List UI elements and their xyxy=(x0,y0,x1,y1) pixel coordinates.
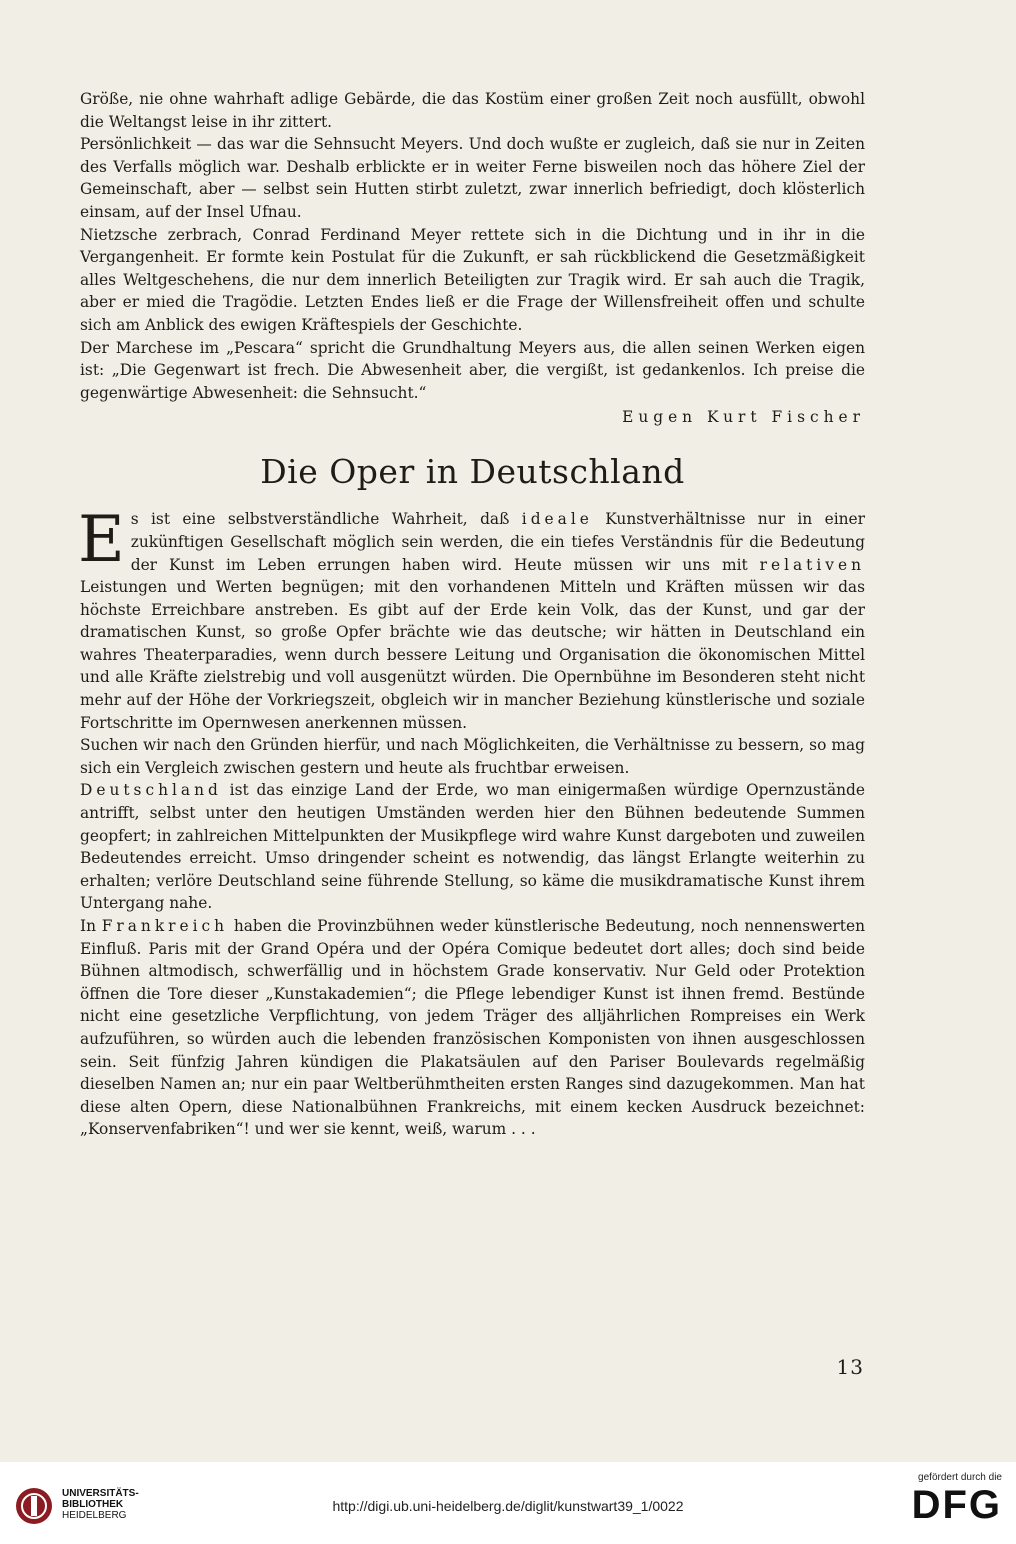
author-signature: Eugen Kurt Fischer xyxy=(622,408,865,427)
permalink-url[interactable]: http://digi.ub.uni-heidelberg.de/diglit/kunstwart39_1/0022 xyxy=(332,1498,684,1514)
page-number: 13 xyxy=(836,1355,864,1379)
paragraph: Größe, nie ohne wahrhaft adlige Gebärde, die das Kostüm einer großen Zeit noch ausfüllt, obwohl die Weltangst leise in ihr zittert. xyxy=(80,90,865,131)
dfg-logo-icon: DFG xyxy=(911,1483,1002,1527)
emphasis: Deutschland xyxy=(80,781,222,800)
emphasis: ideale xyxy=(521,510,593,529)
section-heading: Die Oper in Deutschland xyxy=(260,452,685,492)
article-text xyxy=(80,88,865,1141)
emphasis: Frankreich xyxy=(101,917,229,935)
paragraph: Persönlichkeit — das war die Sehnsucht Meyers. Und doch wußte er zugleich, daß sie nur in Zeiten des Verfalls möglich war. Deshalb erblickte er in weiter Ferne bisweilen noch das höhere Ziel der Gemeinschaft, aber — selbst sein Hutten stirbt zuletzt, zwar innerlich befriedigt, doch klösterlich einsam, auf der Insel Ufnau. xyxy=(80,135,865,221)
funder-caption: gefördert durch die xyxy=(918,1472,1002,1483)
funder-logo[interactable] xyxy=(902,1472,1002,1527)
paragraph: Suchen wir nach den Gründen hierfür, und nach Möglichkeiten, die Verhältnisse zu bessern, so mag sich ein Vergleich zwischen gestern und heute als fruchtbar erweisen. xyxy=(80,736,865,777)
paragraph: Nietzsche zerbrach, Conrad Ferdinand Meyer rettete sich in die Dichtung und in ihr in die Vergangenheit. Er formte kein Postulat für die Zukunft, er sah rückblickend die Gesetzmäßigkeit alles Weltgeschehens, die nur dem innerlich Beteiligten zur Tragik wird. Er sah auch die Tragik, aber er mied die Tragödie. Letzten Endes ließ er die Frage der Willensfreiheit offen und schulte sich am Anblick des ewigen Kräftespiels der Geschichte. xyxy=(80,225,865,334)
footer-bar xyxy=(0,1462,1016,1544)
library-name: UNIVERSITÄTS- BIBLIOTHEK HEIDELBERG xyxy=(62,1488,139,1521)
paragraph: Der Marchese im „Pescara“ spricht die Grundhaltung Meyers aus, die allen seinen Werken eigen ist: „Die Gegenwart ist frech. Die Abwesenheit aber, die vergißt, ist gedankenlos. Ich preise die gegenwärtige Abwesenheit: die Sehnsucht.“ xyxy=(80,338,865,402)
drop-cap: E xyxy=(78,503,125,578)
paragraph: In Frankreich haben die Provinzbühnen weder künstlerische Bedeutung, noch nennenswerten Einfluß. Paris mit der Grand Opéra und der Opéra Comique bedeutet dort alles; doch sind beide Bühnen altmodisch, schwerfällig und in höchstem Grade konservativ. Nur Geld oder Protektion öffnen die Tore dieser „Kunstakademien“; die Pflege lebendiger Kunst ist ihnen fremd. Bestünde nicht eine gesetzliche Verpflichtung, von jedem Träger des alljährlichen Rompreises ein Werk aufzuführen, so würden auch die lebenden französischen Komponisten von ihnen ausgeschlossen sein. Seit fünfzig Jahren kündigen die Plakatsäulen auf den Pariser Boulevards regelmäßig dieselben Namen an; nur ein paar Weltberühmtheiten ersten Ranges sind dazugekommen. Man hat diese alten Opern, diese Nationalbühnen Frankreichs, mit einem kecken Ausdruck bezeichnet: „Konservenfabriken“! und wer sie kennt, weiß, warum . . . xyxy=(80,917,865,1139)
paragraph: Deutschland ist das einzige Land der Erde, wo man einigermaßen würdige Opernzustände antrifft, selbst unter den heutigen Umständen werden hier den Bühnen bedeutende Summen geopfert; in zahlreichen Mittelpunkten der Musikpflege wird wahre Kunst dargeboten und zuweilen Bedeutendes erreicht. Umso dringender scheint es notwendig, das längst Erlangte weiterhin zu erhalten; verlöre Deutschland seine führende Stellung, so käme die musikdramatische Kunst ihrem Untergang nahe. xyxy=(80,781,865,913)
paragraph: Es ist eine selbstverständliche Wahrheit, daß ideale Kunstverhältnisse nur in einer zukünftigen Gesellschaft möglich sein werden, die ein tiefes Verständnis für die Bedeutung der Kunst im Leben errungen haben wird. Heute müssen wir uns mit relativen Leistungen und Werten begnügen; mit den vorhandenen Mitteln und Kräften müssen wir das höchste Erreichbare anstreben. Es gibt auf der Erde kein Volk, das der Kunst, und gar der dramatischen Kunst, so große Opfer brächte wie das deutsche; wir hätten in Deutschland ein wahres Theaterparadies, wenn durch bessere Leitung und Organisation die ökonomischen Mittel und alle Kräfte zielstrebig und voll ausgenützt würden. Die Opernbühne im Besonderen steht nicht mehr auf der Höhe der Vorkriegszeit, obgleich wir in mancher Beziehung künstlerische und soziale Fortschritte im Opernwesen anerkennen müssen. xyxy=(78,503,866,732)
emphasis: relativen xyxy=(759,555,865,574)
